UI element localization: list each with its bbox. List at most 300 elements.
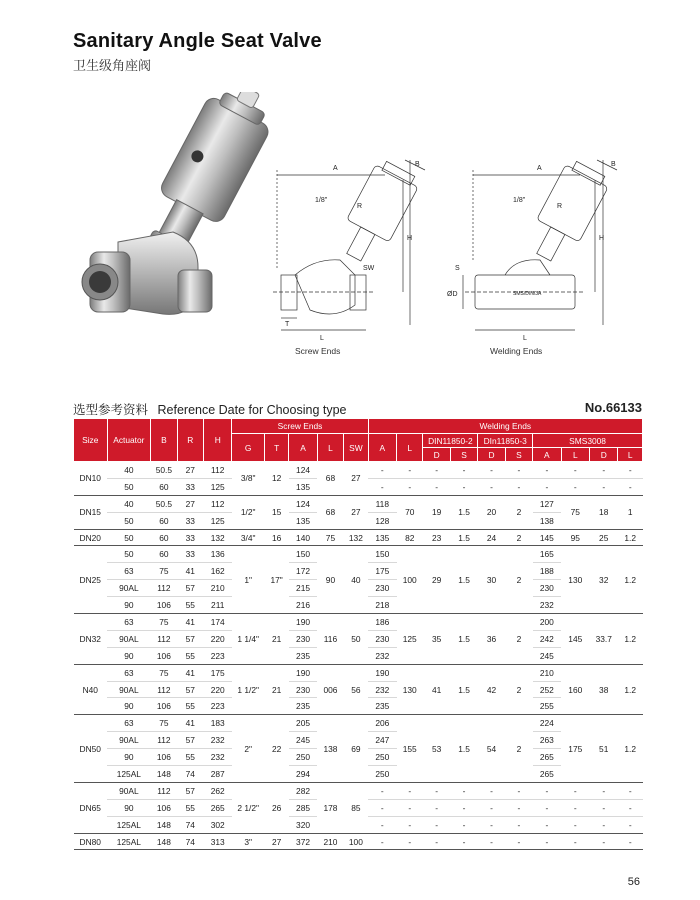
table-cell: 41 xyxy=(177,563,203,580)
table-cell: 63 xyxy=(107,614,151,631)
table-cell: 112 xyxy=(204,462,232,479)
table-cell: 50 xyxy=(107,512,151,529)
table-cell: 235 xyxy=(368,698,396,715)
table-cell: - xyxy=(533,816,561,833)
table-cell: 74 xyxy=(177,816,203,833)
table-cell: - xyxy=(450,462,477,479)
dim-a-label: A xyxy=(333,165,338,172)
table-cell: 148 xyxy=(151,833,177,850)
table-cell: 1.5 xyxy=(450,546,477,614)
table-cell: - xyxy=(450,478,477,495)
thread-label: 1/8" xyxy=(315,197,328,204)
weld-dim-d-label: ØD xyxy=(447,291,458,298)
table-row xyxy=(74,529,643,546)
table-cell: 33.7 xyxy=(590,614,618,665)
table-cell: 90 xyxy=(107,749,151,766)
table-cell: 82 xyxy=(397,529,423,546)
table-cell: 125AL xyxy=(107,766,151,783)
table-cell: 125 xyxy=(204,512,232,529)
table-cell: 232 xyxy=(204,749,232,766)
table-cell: 69 xyxy=(344,715,368,783)
table-cell: - xyxy=(618,478,643,495)
table-cell: 162 xyxy=(204,563,232,580)
specification-table xyxy=(73,418,643,850)
table-cell: 17" xyxy=(264,546,288,614)
table-cell: - xyxy=(618,782,643,799)
table-cell: 50.5 xyxy=(151,495,177,512)
table-cell: 190 xyxy=(289,614,317,631)
table-cell: 57 xyxy=(177,782,203,799)
table-cell: 90 xyxy=(107,647,151,664)
table-cell: 302 xyxy=(204,816,232,833)
table-cell: 245 xyxy=(533,647,561,664)
table-cell: 128 xyxy=(368,512,396,529)
table-cell: 112 xyxy=(151,782,177,799)
table-cell: 285 xyxy=(289,799,317,816)
table-cell: 242 xyxy=(533,630,561,647)
table-cell: 26 xyxy=(264,782,288,833)
table-row xyxy=(74,715,643,732)
table-cell: 75 xyxy=(317,529,343,546)
table-cell: 206 xyxy=(368,715,396,732)
table-cell: 230 xyxy=(533,580,561,597)
table-cell: - xyxy=(423,478,450,495)
table-cell: - xyxy=(561,782,589,799)
th-din3-d: D xyxy=(478,448,505,462)
table-cell: 218 xyxy=(368,597,396,614)
th-sms-l: L xyxy=(561,448,589,462)
table-cell: - xyxy=(478,816,505,833)
table-cell: 2 xyxy=(505,529,532,546)
table-cell: 006 xyxy=(317,664,343,715)
table-cell: 190 xyxy=(289,664,317,681)
table-cell: 175 xyxy=(368,563,396,580)
table-cell: 1.2 xyxy=(618,546,643,614)
table-cell: 265 xyxy=(204,799,232,816)
welding-ends-caption: Welding Ends xyxy=(490,346,543,356)
size-cell: DN65 xyxy=(74,782,108,833)
table-cell: - xyxy=(505,478,532,495)
table-cell: 112 xyxy=(204,495,232,512)
table-cell: 150 xyxy=(368,546,396,563)
table-cell: 68 xyxy=(317,462,343,496)
table-cell: 63 xyxy=(107,664,151,681)
table-cell: 90 xyxy=(317,546,343,614)
table-cell: 63 xyxy=(107,715,151,732)
table-cell: 33 xyxy=(177,478,203,495)
table-cell: 230 xyxy=(289,681,317,698)
table-cell: - xyxy=(618,462,643,479)
table-cell: 125AL xyxy=(107,816,151,833)
table-cell: - xyxy=(450,833,477,850)
table-cell: 27 xyxy=(177,462,203,479)
table-cell: - xyxy=(561,816,589,833)
table-cell: 50 xyxy=(344,614,368,665)
table-cell: - xyxy=(561,833,589,850)
table-cell: 1.2 xyxy=(618,664,643,715)
table-cell: 41 xyxy=(177,614,203,631)
dim-t-label: T xyxy=(285,321,290,328)
table-cell: - xyxy=(618,799,643,816)
table-cell: - xyxy=(590,782,618,799)
table-cell: 135 xyxy=(289,512,317,529)
table-cell: 247 xyxy=(368,732,396,749)
table-cell: 75 xyxy=(151,664,177,681)
table-cell: 38 xyxy=(590,664,618,715)
table-cell: 282 xyxy=(289,782,317,799)
table-cell: 36 xyxy=(478,614,505,665)
table-cell: - xyxy=(423,782,450,799)
table-row xyxy=(74,782,643,799)
page-number: 56 xyxy=(627,876,640,888)
table-cell: 85 xyxy=(344,782,368,833)
table-cell: 21 xyxy=(264,614,288,665)
table-cell: 2 1/2" xyxy=(232,782,265,833)
table-cell: 90AL xyxy=(107,732,151,749)
th-weld-l: L xyxy=(397,434,423,462)
table-cell: - xyxy=(397,462,423,479)
table-cell: 130 xyxy=(397,664,423,715)
table-cell: 145 xyxy=(561,614,589,665)
table-cell: 27 xyxy=(177,495,203,512)
size-cell: DN50 xyxy=(74,715,108,783)
table-cell: 125 xyxy=(397,614,423,665)
table-cell: 30 xyxy=(478,546,505,614)
table-cell: - xyxy=(590,799,618,816)
table-cell: 148 xyxy=(151,766,177,783)
table-cell: - xyxy=(618,816,643,833)
table-cell: 132 xyxy=(344,529,368,546)
table-row xyxy=(74,546,643,563)
table-cell: 188 xyxy=(533,563,561,580)
table-cell: 250 xyxy=(289,749,317,766)
table-cell: 216 xyxy=(289,597,317,614)
table-cell: 1 1/4" xyxy=(232,614,265,665)
table-cell: 186 xyxy=(368,614,396,631)
table-cell: 54 xyxy=(478,715,505,783)
table-cell: 230 xyxy=(289,630,317,647)
table-cell: - xyxy=(423,462,450,479)
table-cell: - xyxy=(368,833,396,850)
table-cell: 210 xyxy=(317,833,343,850)
size-cell: DN15 xyxy=(74,495,108,529)
size-cell: DN20 xyxy=(74,529,108,546)
table-cell: 220 xyxy=(204,630,232,647)
th-din3-s: S xyxy=(505,448,532,462)
table-cell: 165 xyxy=(533,546,561,563)
table-cell: 320 xyxy=(289,816,317,833)
table-cell: 75 xyxy=(151,715,177,732)
table-cell: 148 xyxy=(151,816,177,833)
table-cell: 1.5 xyxy=(450,715,477,783)
table-cell: 1.2 xyxy=(618,614,643,665)
table-cell: 3" xyxy=(232,833,265,850)
table-cell: - xyxy=(478,782,505,799)
th-r: R xyxy=(177,419,203,462)
table-cell: 205 xyxy=(289,715,317,732)
table-cell: 127 xyxy=(533,495,561,512)
table-cell: 1/2" xyxy=(232,495,265,529)
th-screw-ends: Screw Ends xyxy=(232,419,368,434)
weld-dim-s-label: S xyxy=(455,265,460,272)
th-size: Size xyxy=(74,419,108,462)
table-cell: 75 xyxy=(151,563,177,580)
table-cell: 1" xyxy=(232,546,265,614)
table-cell: 235 xyxy=(289,647,317,664)
table-cell: 90AL xyxy=(107,782,151,799)
dim-b-label: B xyxy=(415,161,420,168)
table-cell: 95 xyxy=(561,529,589,546)
th-a: A xyxy=(289,434,317,462)
table-cell: - xyxy=(533,478,561,495)
dim-l-label: L xyxy=(320,335,324,342)
table-cell: 178 xyxy=(317,782,343,833)
table-row xyxy=(74,664,643,681)
table-cell: 1.5 xyxy=(450,529,477,546)
table-cell: - xyxy=(368,782,396,799)
screw-ends-caption: Screw Ends xyxy=(295,346,341,356)
table-cell: 90AL xyxy=(107,580,151,597)
table-row xyxy=(74,614,643,631)
table-cell: 145 xyxy=(533,529,561,546)
table-cell: 57 xyxy=(177,732,203,749)
table-cell: 232 xyxy=(368,647,396,664)
table-cell: 155 xyxy=(397,715,423,783)
table-cell: - xyxy=(478,462,505,479)
table-cell: 265 xyxy=(533,766,561,783)
table-cell: 41 xyxy=(423,664,450,715)
th-actuator: Actuator xyxy=(107,419,151,462)
size-cell: DN10 xyxy=(74,462,108,496)
th-weld-a: A xyxy=(368,434,396,462)
table-cell: 55 xyxy=(177,799,203,816)
table-cell: 35 xyxy=(423,614,450,665)
table-cell: 140 xyxy=(289,529,317,546)
table-cell: 29 xyxy=(423,546,450,614)
screw-ends-drawing xyxy=(255,150,440,345)
table-cell: 60 xyxy=(151,529,177,546)
table-cell: 90 xyxy=(107,698,151,715)
th-din2-d: D xyxy=(423,448,450,462)
table-cell: 57 xyxy=(177,580,203,597)
table-cell: 40 xyxy=(107,462,151,479)
table-cell: 1 xyxy=(618,495,643,529)
table-cell: 57 xyxy=(177,681,203,698)
table-cell: 112 xyxy=(151,580,177,597)
table-cell: 287 xyxy=(204,766,232,783)
table-cell: 200 xyxy=(533,614,561,631)
valve-photo xyxy=(78,92,273,352)
table-cell: 224 xyxy=(533,715,561,732)
table-cell: 12 xyxy=(264,462,288,496)
table-cell: 60 xyxy=(151,546,177,563)
table-cell: - xyxy=(533,462,561,479)
table-cell: 2 xyxy=(505,495,532,529)
th-l: L xyxy=(317,434,343,462)
table-cell: 183 xyxy=(204,715,232,732)
size-cell: DN80 xyxy=(74,833,108,850)
table-cell: 55 xyxy=(177,647,203,664)
table-cell: - xyxy=(478,833,505,850)
table-cell: 15 xyxy=(264,495,288,529)
table-cell: 125 xyxy=(204,478,232,495)
table-cell: 124 xyxy=(289,462,317,479)
table-cell: - xyxy=(368,478,396,495)
table-body xyxy=(74,462,643,850)
size-cell: DN32 xyxy=(74,614,108,665)
table-cell: 19 xyxy=(423,495,450,529)
table-cell: 262 xyxy=(204,782,232,799)
table-cell: 112 xyxy=(151,732,177,749)
table-cell: - xyxy=(505,816,532,833)
table-cell: 265 xyxy=(533,749,561,766)
table-cell: 106 xyxy=(151,698,177,715)
table-row xyxy=(74,495,643,512)
table-cell: 235 xyxy=(289,698,317,715)
table-cell: - xyxy=(368,462,396,479)
table-cell: - xyxy=(478,799,505,816)
dim-h-label: H xyxy=(407,235,413,242)
table-cell: 70 xyxy=(397,495,423,529)
table-cell: - xyxy=(397,478,423,495)
table-cell: 50 xyxy=(107,529,151,546)
table-cell: 1.5 xyxy=(450,614,477,665)
table-cell: - xyxy=(450,799,477,816)
table-cell: 60 xyxy=(151,512,177,529)
table-cell: 230 xyxy=(368,580,396,597)
table-cell: 2 xyxy=(505,715,532,783)
table-cell: 112 xyxy=(151,630,177,647)
catalog-number: No.66133 xyxy=(584,400,642,415)
section-label-en: Reference Date for Choosing type xyxy=(157,403,347,417)
table-cell: - xyxy=(590,478,618,495)
th-sms-d: D xyxy=(590,448,618,462)
table-cell: 255 xyxy=(533,698,561,715)
th-welding-ends: Welding Ends xyxy=(368,419,642,434)
table-cell: 1 1/2" xyxy=(232,664,265,715)
table-cell: 23 xyxy=(423,529,450,546)
table-cell: - xyxy=(590,462,618,479)
table-cell: 106 xyxy=(151,597,177,614)
section-heading xyxy=(73,400,642,418)
table-cell: - xyxy=(505,782,532,799)
table-cell: 55 xyxy=(177,749,203,766)
table-cell: 33 xyxy=(177,529,203,546)
table-cell: 40 xyxy=(344,546,368,614)
table-cell: 40 xyxy=(107,495,151,512)
table-cell: 21 xyxy=(264,664,288,715)
table-cell: 232 xyxy=(368,681,396,698)
table-cell: 223 xyxy=(204,647,232,664)
table-cell: - xyxy=(423,799,450,816)
table-cell: 56 xyxy=(344,664,368,715)
th-sms: SMS3008 xyxy=(533,434,643,448)
table-cell: 1.5 xyxy=(450,495,477,529)
page-title: Sanitary Angle Seat Valve xyxy=(73,30,322,52)
table-cell: - xyxy=(561,478,589,495)
table-cell: 90AL xyxy=(107,630,151,647)
table-cell: - xyxy=(590,816,618,833)
table-cell: 138 xyxy=(317,715,343,783)
table-cell: 100 xyxy=(344,833,368,850)
table-cell: 220 xyxy=(204,681,232,698)
size-cell: N40 xyxy=(74,664,108,715)
weld-thread-label: 1/8" xyxy=(513,197,526,204)
table-cell: 112 xyxy=(151,681,177,698)
table-cell: 57 xyxy=(177,630,203,647)
th-din2: DIN11850-2 xyxy=(423,434,478,448)
weld-dim-b-label: B xyxy=(611,161,616,168)
table-cell: 106 xyxy=(151,799,177,816)
table-cell: 75 xyxy=(561,495,589,529)
table-cell: 74 xyxy=(177,833,203,850)
table-cell: 106 xyxy=(151,749,177,766)
table-cell: - xyxy=(618,833,643,850)
th-t: T xyxy=(264,434,288,462)
welding-ends-drawing xyxy=(445,150,630,345)
table-cell: - xyxy=(533,782,561,799)
table-cell: - xyxy=(450,816,477,833)
table-cell: 174 xyxy=(204,614,232,631)
table-cell: - xyxy=(397,799,423,816)
th-h: H xyxy=(204,419,232,462)
table-cell: 25 xyxy=(590,529,618,546)
table-cell: 1.2 xyxy=(618,529,643,546)
table-cell: 41 xyxy=(177,715,203,732)
table-cell: - xyxy=(505,833,532,850)
table-cell: 138 xyxy=(533,512,561,529)
table-row xyxy=(74,462,643,479)
table-cell: 124 xyxy=(289,495,317,512)
table-cell: 33 xyxy=(177,512,203,529)
table-cell: 2" xyxy=(232,715,265,783)
th-din3: DIn11850-3 xyxy=(478,434,533,448)
table-cell: 68 xyxy=(317,495,343,529)
table-cell: 130 xyxy=(561,546,589,614)
table-cell: 150 xyxy=(289,546,317,563)
table-cell: 33 xyxy=(177,546,203,563)
table-cell: 160 xyxy=(561,664,589,715)
table-cell: 313 xyxy=(204,833,232,850)
table-cell: 136 xyxy=(204,546,232,563)
table-cell: 20 xyxy=(478,495,505,529)
table-cell: 55 xyxy=(177,597,203,614)
table-cell: 118 xyxy=(368,495,396,512)
table-cell: - xyxy=(505,799,532,816)
table-cell: 1.2 xyxy=(618,715,643,783)
table-cell: 63 xyxy=(107,563,151,580)
table-cell: - xyxy=(533,833,561,850)
table-cell: 132 xyxy=(204,529,232,546)
table-cell: 50 xyxy=(107,478,151,495)
table-cell: - xyxy=(478,478,505,495)
table-cell: 106 xyxy=(151,647,177,664)
table-cell: 125AL xyxy=(107,833,151,850)
table-cell: - xyxy=(397,782,423,799)
table-cell: 90 xyxy=(107,799,151,816)
table-cell: 250 xyxy=(368,766,396,783)
table-cell: 215 xyxy=(289,580,317,597)
body-marking: SMS/DIN/3A xyxy=(513,291,542,297)
table-cell: 90 xyxy=(107,597,151,614)
table-cell: 32 xyxy=(590,546,618,614)
table-cell: 116 xyxy=(317,614,343,665)
table-cell: - xyxy=(505,462,532,479)
table-cell: 223 xyxy=(204,698,232,715)
table-cell: 22 xyxy=(264,715,288,783)
table-cell: 2 xyxy=(505,546,532,614)
table-cell: 1.5 xyxy=(450,664,477,715)
